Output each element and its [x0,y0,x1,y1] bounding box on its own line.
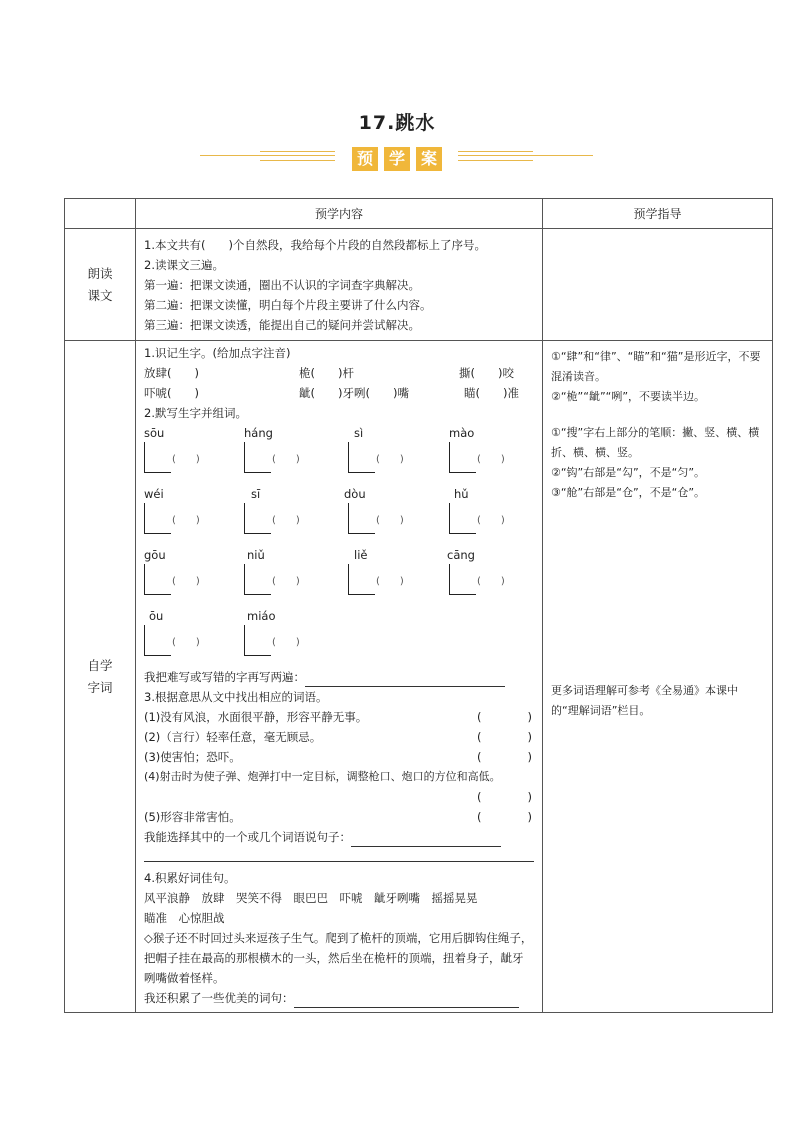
question-2: 2.默写生字并组词。 [144,406,247,420]
question-3: 3.根据意思从文中找出相应的词语。 [144,690,328,704]
meaning-4: (4)射击时为使子弹、炮弹打中一定目标，调整枪口、炮口的方位和高低。 [144,770,501,783]
reading-line: 第一遍：把课文读通，圈出不认识的字词查字典解决。 [144,278,420,292]
pinyin-row-1: 放肆( ) 桅( )杆 撕( )咬 [144,366,514,380]
header-blank [65,199,136,229]
section-vocab-guide [543,341,773,1013]
write-boxes-2[interactable]: ( ) ( ) ( ) ( ) [144,503,534,545]
banner-char-3: 案 [416,147,442,171]
good-words: 风平浪静 放肆 哭笑不得 眼巴巴 吓唬 龇牙咧嘴 摇摇晃晃 [144,891,478,905]
pinyin-row-2: 吓唬( ) 龇( )牙咧( )嘴 瞄( )准 [144,386,519,400]
banner-char-1: 预 [352,147,378,171]
write-boxes-3[interactable]: ( ) ( ) ( ) ( ) [144,564,534,606]
good-sentence: ◇猴子还不时回过头来逗孩子生气。爬到了桅杆的顶端，它用后脚钩住绳子，把帽子挂在最高的那根横木的一头，然后坐在桅杆的顶端，扭着身子，龇牙咧嘴做着怪样。 [144,931,533,985]
write-boxes-1[interactable]: ( ) ( ) ( ) ( ) [144,442,534,484]
header-content: 预学内容 [136,199,543,229]
section-reading-content [136,229,543,341]
good-words-2: 瞄准 心惊胆战 [144,911,225,925]
guide-tip: ①“肆”和“律”、“瞄”和“猫”是形近字，不要混淆读音。 [551,350,761,383]
pinyin-labels-1: sōu háng sì mào [144,426,475,440]
section-vocab-content [136,341,543,1013]
rewrite-line[interactable]: 我把难写或写错的字再写两遍： [144,667,534,687]
section-reading-label: 朗读 课文 [65,229,136,341]
sentence-line[interactable]: 我能选择其中的一个或几个词语说句子： [144,827,534,847]
sentence-line-2[interactable] [144,847,534,862]
question-4: 4.积累好词佳句。 [144,871,236,885]
meaning-4-answer: ( ) [477,790,532,804]
meaning-2: (2)（言行）轻率任意，毫无顾忌。 ( ) [144,730,532,744]
pinyin-labels-3: gōu niǔ liě cāng [144,548,475,562]
study-table [64,198,773,1013]
guide-tip: 更多词语理解可参考《全易通》本课中的“理解词语”栏目。 [551,684,738,717]
reading-line: 第二遍：把课文读懂，明白每个片段主要讲了什么内容。 [144,298,432,312]
banner-char-2: 学 [384,147,410,171]
pinyin-labels-2: wéi sī dòu hǔ [144,487,469,501]
reading-line: 1.本文共有( )个自然段，我给每个片段的自然段都标上了序号。 [144,238,486,252]
header-guide: 预学指导 [543,199,773,229]
guide-tip: ③“舱”右部是“仓”，不是“仓”。 [551,486,706,499]
reading-line: 第三遍：把课文读透，能提出自己的疑问并尝试解决。 [144,318,420,332]
pinyin-labels-4: ōu miáo [149,609,276,623]
meaning-5: (5)形容非常害怕。 ( ) [144,810,532,824]
meaning-3: (3)使害怕；恐吓。 ( ) [144,750,532,764]
guide-tip: ②“钩”右部是“勾”，不是“匀”。 [551,466,706,479]
section-vocab-label: 自学 字词 [65,341,136,1013]
reading-line: 2.读课文三遍。 [144,258,224,272]
question-1: 1.识记生字。(给加点字注音) [144,346,291,360]
meaning-1: (1)没有风浪，水面很平静，形容平静无事。 ( ) [144,710,532,724]
page-title: 17.跳水 [358,112,436,134]
section-reading-guide [543,229,773,341]
banner [200,143,594,173]
more-line[interactable]: 我还积累了一些优美的词句： [144,988,534,1008]
guide-tip: ②“桅”“龇”“咧”，不要读半边。 [551,390,706,403]
write-boxes-4[interactable]: ( ) ( ) [144,625,534,667]
guide-tip: ①“搜”字右上部分的笔顺：撇、竖、横、横折、横、横、竖。 [551,426,760,459]
